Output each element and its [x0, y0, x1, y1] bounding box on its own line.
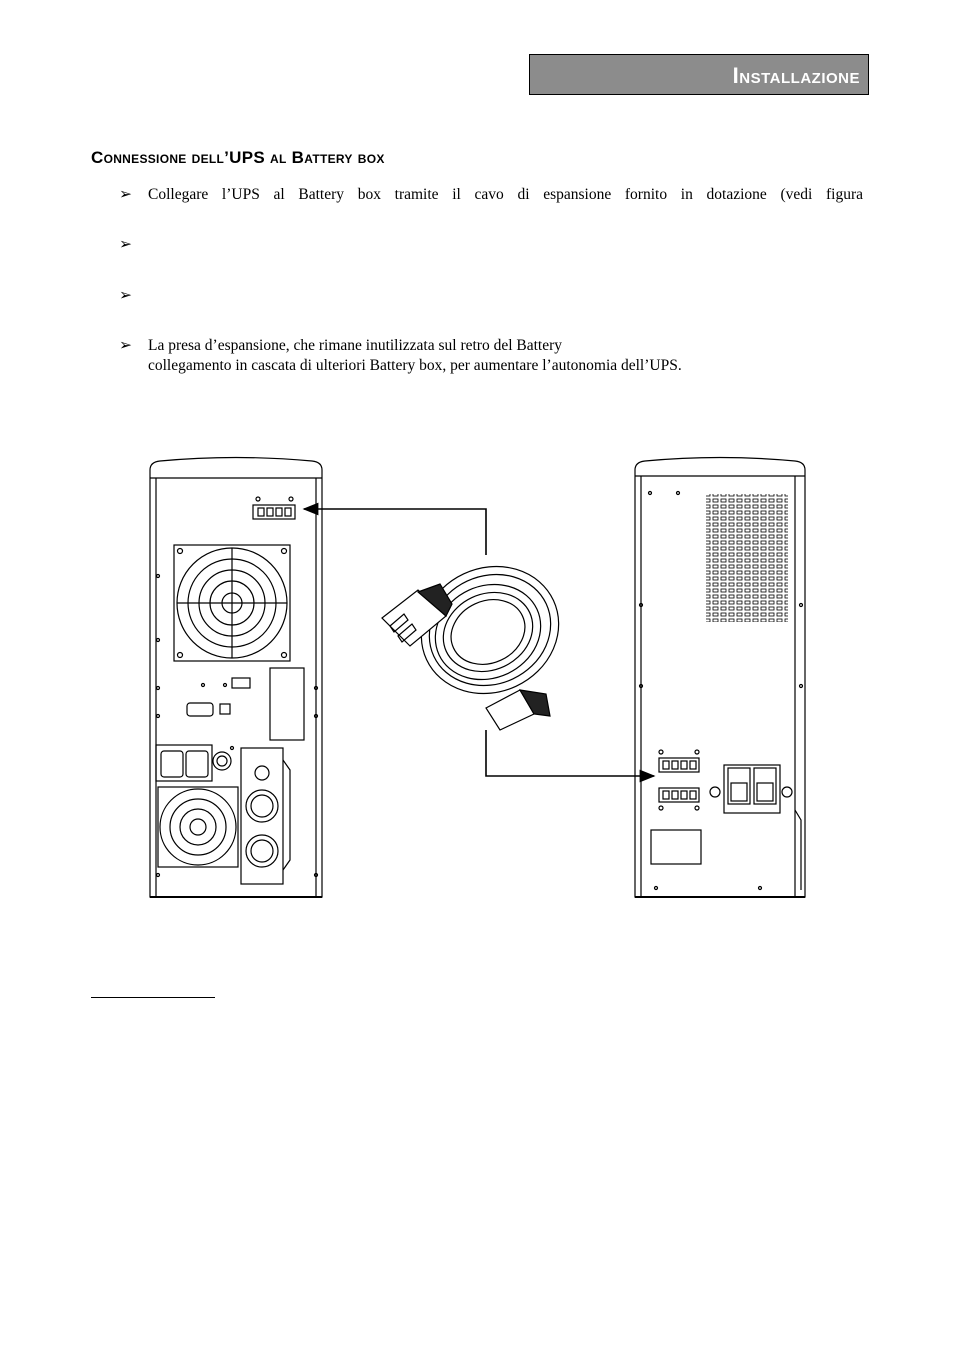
bullet-marker: ➢ — [119, 236, 132, 253]
bullet-text: La presa d’espansione, che rimane inutilizzata sul retro del Battery — [148, 337, 563, 354]
section-title: Connessione dell’UPS al Battery box — [91, 148, 385, 167]
expansion-cable — [382, 544, 580, 730]
bullet-marker: ➢ — [119, 287, 132, 304]
bullet-text: collegamento in cascata di ulteriori Battery box, per aumentare l’autonomia dell’UPS. — [148, 357, 682, 374]
bullet-text: Collegare l’UPS al Battery box tramite il cavo di espansione fornito in dotazione (vedi figura — [148, 186, 863, 203]
bullet-marker: ➢ — [119, 186, 132, 203]
header-title: Installazione — [732, 63, 860, 88]
bullet-marker: ➢ — [119, 337, 132, 354]
ups-rear-panel — [150, 458, 322, 898]
battery-box-rear-panel — [635, 458, 805, 898]
connection-arrows — [304, 509, 654, 776]
